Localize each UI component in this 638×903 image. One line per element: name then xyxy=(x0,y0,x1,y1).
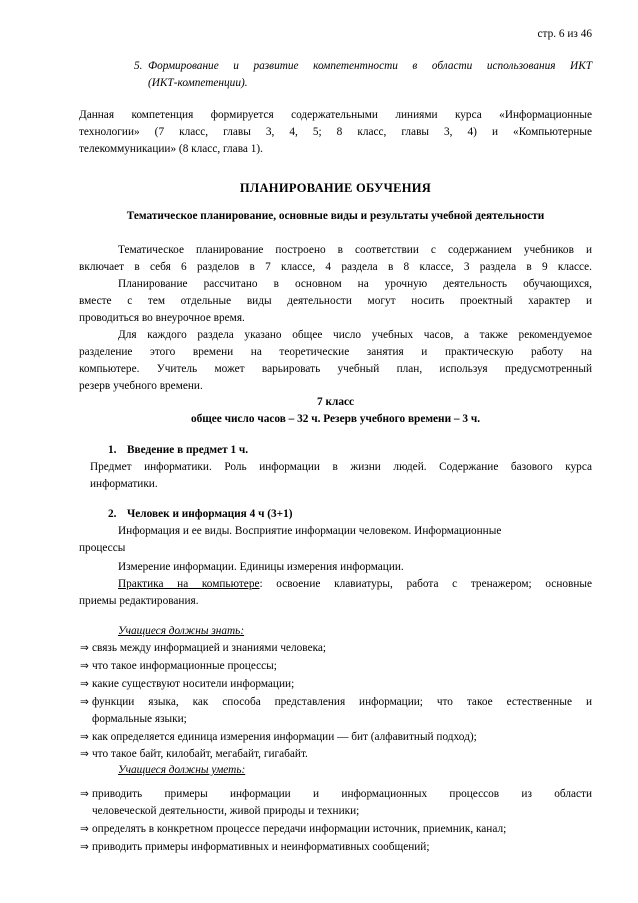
main-title: ПЛАНИРОВАНИЕ ОБУЧЕНИЯ xyxy=(239,181,432,195)
know-item-1: ⇒ связь между информацией и знаниями человека; xyxy=(80,640,592,657)
paragraph-2-line-1: Планирование рассчитано в основном на урочную деятельность обучающихся, xyxy=(118,278,592,290)
section-1-heading: Введение в предмет 1 ч. xyxy=(127,444,249,456)
practice-label: Практика на компьютере xyxy=(118,578,260,590)
paragraph-3-line-3: компьютере. Учитель может варьировать учебный план, используя предусмотренный xyxy=(79,363,592,375)
paragraph-2-line-2: вместе с тем отдельные виды деятельности могут носить проектный характер и xyxy=(79,295,592,307)
section-2-heading: Человек и информация 4 ч (3+1) xyxy=(127,508,293,520)
section-1-number: 1. xyxy=(108,444,117,456)
practice-text: : освоение клавиатуры, работа с тренажером; основные xyxy=(259,578,592,590)
know-item-6: ⇒ что такое байт, килобайт, мегабайт, гигабайт. xyxy=(80,746,592,763)
subtitle: Тематическое планирование, основные виды и результаты учебной деятельности xyxy=(126,210,545,222)
know-item-5: ⇒ как определяется единица измерения информации — бит (алфавитный подход); xyxy=(80,729,592,746)
section-2-line-1: Информация и ее виды. Восприятие информации человеком. Информационные xyxy=(118,525,502,537)
paragraph-3-line-4: резерв учебного времени. xyxy=(79,380,203,392)
grade-title: 7 класс xyxy=(317,396,354,408)
arrow-icon: ⇒ xyxy=(80,788,89,800)
arrow-icon: ⇒ xyxy=(80,696,89,708)
arrow-icon: ⇒ xyxy=(80,841,89,853)
competence-title-line-1: Формирование и развитие компетентности в области использования ИКТ xyxy=(148,60,592,72)
know-heading: Учащиеся должны знать: xyxy=(118,625,245,637)
arrow-icon: ⇒ xyxy=(80,731,89,743)
section-1-line-2: информатики. xyxy=(90,478,158,490)
able-item-2: ⇒ определять в конкретном процессе передачи информации источник, приемник, канал; xyxy=(80,821,592,838)
competence-number: 5. xyxy=(134,60,143,72)
arrow-icon: ⇒ xyxy=(80,660,89,672)
competence-title-line-2: (ИКТ-компетенции). xyxy=(148,77,248,89)
grade-summary: общее число часов – 32 ч. Резерв учебного времени – 3 ч. xyxy=(190,413,481,425)
section-2-practice-line-2: приемы редактирования. xyxy=(79,595,199,607)
arrow-icon: ⇒ xyxy=(80,678,89,690)
section-1-line-1: Предмет информатики. Роль информации в жизни людей. Содержание базового курса xyxy=(90,461,592,473)
know-item-4-continuation: формальные языки; xyxy=(92,713,187,725)
able-item-1: ⇒ приводить примеры информации и информационных процессов из области xyxy=(80,786,592,803)
section-2-practice-line-1 xyxy=(118,576,592,593)
paragraph-2-line-3: проводиться во внеурочное время. xyxy=(79,312,245,324)
paragraph-1-line-1: Тематическое планирование построено в соответствии с содержанием учебников и xyxy=(118,244,592,256)
section-2-number: 2. xyxy=(108,508,117,520)
paragraph-3-line-2: разделение этого времени на теоретические занятия и практическую работу на xyxy=(79,346,592,358)
paragraph-1-line-2: включает в себя 6 разделов в 7 классе, 4 раздела в 8 классе, 3 раздела в 9 классе. xyxy=(79,261,592,273)
able-heading: Учащиеся должны уметь: xyxy=(118,764,246,776)
paragraph-3-line-1: Для каждого раздела указано общее число учебных часов, а также рекомендуемое xyxy=(118,329,592,341)
know-item-2: ⇒ что такое информационные процессы; xyxy=(80,658,592,675)
intro-line-1: Данная компетенция формируется содержательными линиями курса «Информационные xyxy=(79,109,592,121)
intro-line-3: телекоммуникации» (8 класс, глава 1). xyxy=(79,143,263,155)
arrow-icon: ⇒ xyxy=(80,642,89,654)
know-item-3: ⇒ какие существуют носители информации; xyxy=(80,676,592,693)
able-item-3: ⇒ приводить примеры информативных и неинформативных сообщений; xyxy=(80,839,592,856)
arrow-icon: ⇒ xyxy=(80,823,89,835)
arrow-icon: ⇒ xyxy=(80,748,89,760)
intro-line-2: технологии» (7 класс, главы 3, 4, 5; 8 класс, главы 3, 4) и «Компьютерные xyxy=(79,126,592,138)
section-2-line-2: процессы xyxy=(79,542,126,554)
know-item-4: ⇒ функции языка, как способа представления информации; что такое естественные и xyxy=(80,694,592,711)
able-item-1-continuation: человеческой деятельности, живой природы и техники; xyxy=(92,805,360,817)
page-number: стр. 6 из 46 xyxy=(537,28,592,40)
section-2-line-3: Измерение информации. Единицы измерения информации. xyxy=(118,561,404,573)
